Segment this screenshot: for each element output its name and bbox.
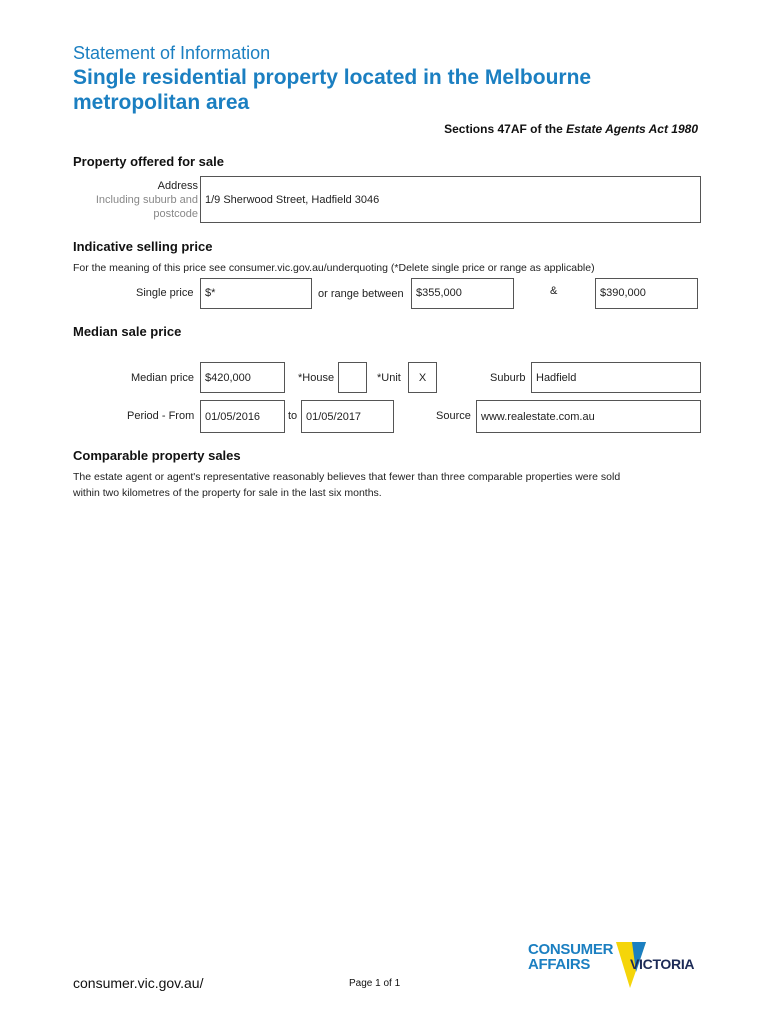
suburb-field[interactable]: Hadfield bbox=[531, 362, 701, 393]
median-price-field[interactable]: $420,000 bbox=[200, 362, 285, 393]
single-price-label: Single price bbox=[136, 287, 194, 299]
period-from-label: Period - From bbox=[127, 410, 195, 422]
form-title: Statement of Information bbox=[73, 43, 271, 63]
source-field[interactable]: www.realestate.com.au bbox=[476, 400, 701, 433]
period-to-label: to bbox=[288, 410, 298, 422]
logo-text-consumer: CONSUMER bbox=[528, 941, 614, 958]
single-price-field[interactable]: $* bbox=[200, 278, 312, 309]
main-title: Single residential property located in the Melbourne metropolitan area bbox=[73, 66, 592, 114]
logo-text-victoria: VICTORIA bbox=[630, 956, 695, 972]
address-label-line-1: Address bbox=[157, 180, 198, 192]
range-low-field[interactable]: $355,000 bbox=[411, 278, 514, 309]
range-high-field[interactable]: $390,000 bbox=[595, 278, 698, 309]
house-label: *House bbox=[298, 372, 335, 384]
act-reference bbox=[444, 122, 698, 136]
period-from-field[interactable]: 01/05/2016 bbox=[200, 400, 285, 433]
median-price-label: Median price bbox=[131, 372, 194, 384]
act-name: Estate Agents Act 1980 bbox=[566, 122, 698, 136]
comparable-text-line-2: within two kilometres of the property for sale in the last six months. bbox=[73, 487, 382, 499]
house-checkbox[interactable] bbox=[338, 362, 367, 393]
act-reference-prefix: Sections 47AF of the bbox=[444, 122, 567, 136]
property-heading: Property offered for sale bbox=[73, 154, 224, 169]
comparable-heading: Comparable property sales bbox=[73, 448, 241, 463]
address-label-line-2: Including suburb and bbox=[95, 194, 198, 206]
address-label bbox=[60, 179, 198, 221]
period-to-field[interactable]: 01/05/2017 bbox=[301, 400, 394, 433]
indicative-heading: Indicative selling price bbox=[73, 239, 213, 254]
address-label-line-3: postcode bbox=[153, 208, 198, 220]
logo-text-affairs: AFFAIRS bbox=[528, 956, 591, 973]
unit-checkbox[interactable]: X bbox=[408, 362, 437, 393]
range-and-label: & bbox=[550, 285, 558, 297]
consumer-affairs-victoria-logo bbox=[528, 942, 703, 992]
range-label: or range between bbox=[318, 288, 404, 300]
comparable-text-line-1: The estate agent or agent's representative reasonably believes that fewer than three comparable properties were sold bbox=[73, 471, 621, 483]
suburb-label: Suburb bbox=[490, 372, 526, 384]
indicative-note: For the meaning of this price see consumer.vic.gov.au/underquoting (*Delete single price or range as applicable) bbox=[73, 262, 595, 274]
source-label: Source bbox=[436, 410, 471, 422]
median-heading: Median sale price bbox=[73, 324, 182, 339]
footer-url: consumer.vic.gov.au/ bbox=[73, 975, 204, 991]
unit-label: *Unit bbox=[377, 372, 401, 384]
page-number: Page 1 of 1 bbox=[349, 978, 401, 989]
address-field[interactable]: 1/9 Sherwood Street, Hadfield 3046 bbox=[200, 176, 701, 223]
